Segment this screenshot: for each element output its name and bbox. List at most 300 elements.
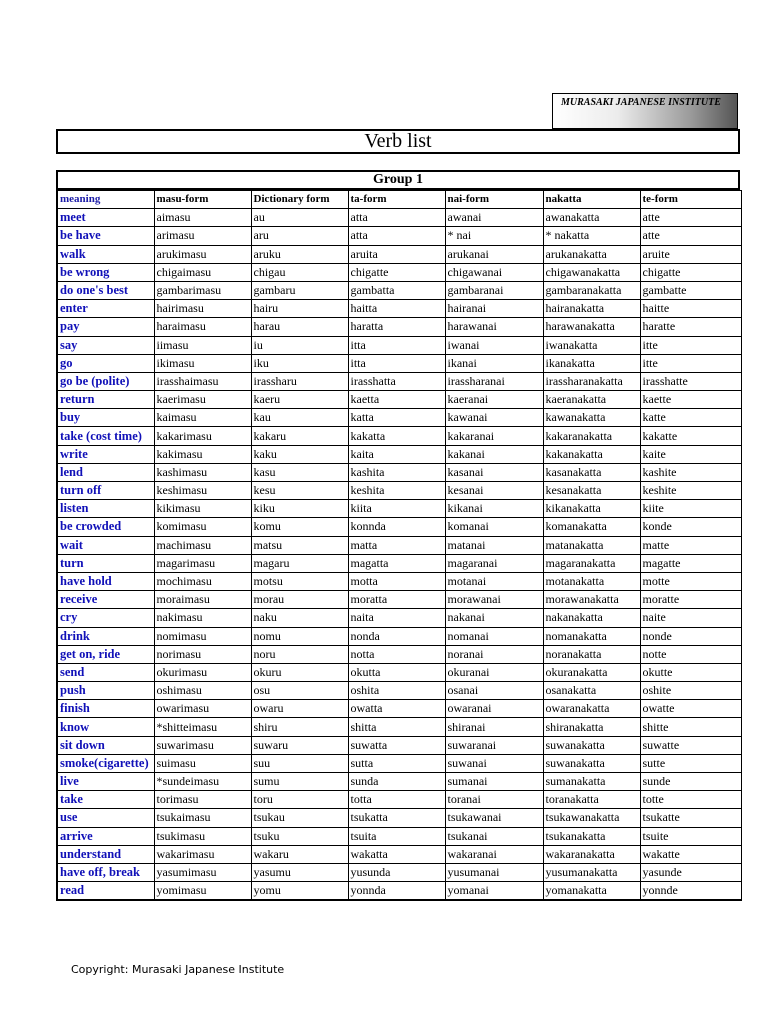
form-cell: motanai	[445, 572, 543, 590]
form-cell: * nakatta	[543, 227, 640, 245]
form-cell: shiranai	[445, 718, 543, 736]
meaning-cell: do one's best	[57, 281, 154, 299]
form-cell: tsukaimasu	[154, 809, 251, 827]
table-row	[57, 518, 741, 536]
column-header: te-form	[640, 191, 741, 209]
meaning-cell: push	[57, 682, 154, 700]
form-cell: gambaru	[251, 281, 348, 299]
form-cell: matte	[640, 536, 741, 554]
form-cell: chigawanai	[445, 263, 543, 281]
form-cell: owarimasu	[154, 700, 251, 718]
column-header: meaning	[57, 191, 154, 209]
form-cell: oshimasu	[154, 682, 251, 700]
form-cell: *shitteimasu	[154, 718, 251, 736]
form-cell: morau	[251, 591, 348, 609]
form-cell: kashita	[348, 463, 445, 481]
form-cell: naita	[348, 609, 445, 627]
form-cell: kaeru	[251, 391, 348, 409]
form-cell: osu	[251, 682, 348, 700]
form-cell: iu	[251, 336, 348, 354]
form-cell: atta	[348, 227, 445, 245]
form-cell: shitte	[640, 718, 741, 736]
form-cell: kaeranai	[445, 391, 543, 409]
form-cell: kakaranakatta	[543, 427, 640, 445]
meaning-cell: go	[57, 354, 154, 372]
table-row	[57, 718, 741, 736]
form-cell: keshimasu	[154, 482, 251, 500]
form-cell: harau	[251, 318, 348, 336]
form-cell: moratte	[640, 591, 741, 609]
table-body	[57, 209, 741, 901]
form-cell: naku	[251, 609, 348, 627]
form-cell: * nai	[445, 227, 543, 245]
meaning-cell: buy	[57, 409, 154, 427]
form-cell: suimasu	[154, 754, 251, 772]
form-cell: aimasu	[154, 209, 251, 227]
form-cell: motta	[348, 572, 445, 590]
form-cell: oshita	[348, 682, 445, 700]
form-cell: aruita	[348, 245, 445, 263]
form-cell: katte	[640, 409, 741, 427]
form-cell: noranakatta	[543, 645, 640, 663]
table-row	[57, 227, 741, 245]
form-cell: katta	[348, 409, 445, 427]
meaning-cell: know	[57, 718, 154, 736]
form-cell: sumu	[251, 773, 348, 791]
form-cell: sunda	[348, 773, 445, 791]
form-cell: moratta	[348, 591, 445, 609]
table-row	[57, 773, 741, 791]
meaning-cell: wait	[57, 536, 154, 554]
form-cell: irassharu	[251, 372, 348, 390]
form-cell: hairimasu	[154, 300, 251, 318]
form-cell: nomimasu	[154, 627, 251, 645]
form-cell: oshite	[640, 682, 741, 700]
meaning-cell: take (cost time)	[57, 427, 154, 445]
table-row	[57, 736, 741, 754]
form-cell: totte	[640, 791, 741, 809]
form-cell: itte	[640, 354, 741, 372]
group-heading: Group 1	[56, 170, 740, 190]
form-cell: suwanai	[445, 754, 543, 772]
meaning-cell: enter	[57, 300, 154, 318]
form-cell: nomanakatta	[543, 627, 640, 645]
form-cell: irassharanai	[445, 372, 543, 390]
form-cell: torimasu	[154, 791, 251, 809]
form-cell: yasunde	[640, 863, 741, 881]
table-row	[57, 409, 741, 427]
form-cell: nonde	[640, 627, 741, 645]
form-cell: irasshatta	[348, 372, 445, 390]
form-cell: toranai	[445, 791, 543, 809]
form-cell: kawanai	[445, 409, 543, 427]
form-cell: motsu	[251, 572, 348, 590]
form-cell: ikimasu	[154, 354, 251, 372]
meaning-cell: walk	[57, 245, 154, 263]
form-cell: kakaru	[251, 427, 348, 445]
form-cell: yusumanakatta	[543, 863, 640, 881]
form-cell: aruite	[640, 245, 741, 263]
form-cell: hairu	[251, 300, 348, 318]
meaning-cell: go be (polite)	[57, 372, 154, 390]
form-cell: kashimasu	[154, 463, 251, 481]
form-cell: owaranakatta	[543, 700, 640, 718]
form-cell: tsukatte	[640, 809, 741, 827]
form-cell: machimasu	[154, 536, 251, 554]
form-cell: hairanakatta	[543, 300, 640, 318]
form-cell: irasshatte	[640, 372, 741, 390]
form-cell: kasu	[251, 463, 348, 481]
form-cell: morawanakatta	[543, 591, 640, 609]
table-row	[57, 645, 741, 663]
meaning-cell: live	[57, 773, 154, 791]
form-cell: chigatte	[640, 263, 741, 281]
form-cell: kau	[251, 409, 348, 427]
form-cell: magatte	[640, 554, 741, 572]
form-cell: suwanakatta	[543, 736, 640, 754]
form-cell: haitte	[640, 300, 741, 318]
form-cell: tsukimasu	[154, 827, 251, 845]
form-cell: osanakatta	[543, 682, 640, 700]
meaning-cell: be wrong	[57, 263, 154, 281]
form-cell: gambaranakatta	[543, 281, 640, 299]
form-cell: magaranai	[445, 554, 543, 572]
form-cell: haitta	[348, 300, 445, 318]
form-cell: itta	[348, 336, 445, 354]
form-cell: au	[251, 209, 348, 227]
form-cell: yusunda	[348, 863, 445, 881]
form-cell: kiita	[348, 500, 445, 518]
column-header: masu-form	[154, 191, 251, 209]
table-row	[57, 354, 741, 372]
table-row	[57, 263, 741, 281]
table-row	[57, 754, 741, 772]
form-cell: notta	[348, 645, 445, 663]
form-cell: morawanai	[445, 591, 543, 609]
table-header-row	[57, 191, 741, 209]
form-cell: moraimasu	[154, 591, 251, 609]
form-cell: nomu	[251, 627, 348, 645]
table-row	[57, 209, 741, 227]
form-cell: tsuku	[251, 827, 348, 845]
table-row	[57, 663, 741, 681]
form-cell: harawanakatta	[543, 318, 640, 336]
form-cell: iku	[251, 354, 348, 372]
column-header: Dictionary form	[251, 191, 348, 209]
form-cell: kaeranakatta	[543, 391, 640, 409]
form-cell: yomanai	[445, 882, 543, 901]
table-row	[57, 482, 741, 500]
form-cell: yonnda	[348, 882, 445, 901]
form-cell: kaimasu	[154, 409, 251, 427]
table-row	[57, 372, 741, 390]
meaning-cell: receive	[57, 591, 154, 609]
form-cell: suu	[251, 754, 348, 772]
form-cell: haratta	[348, 318, 445, 336]
meaning-cell: listen	[57, 500, 154, 518]
form-cell: yomimasu	[154, 882, 251, 901]
form-cell: kashite	[640, 463, 741, 481]
form-cell: gambatta	[348, 281, 445, 299]
form-cell: totta	[348, 791, 445, 809]
table-row	[57, 609, 741, 627]
form-cell: ikanakatta	[543, 354, 640, 372]
form-cell: ikanai	[445, 354, 543, 372]
form-cell: aruku	[251, 245, 348, 263]
form-cell: tsuita	[348, 827, 445, 845]
form-cell: magaru	[251, 554, 348, 572]
form-cell: konnda	[348, 518, 445, 536]
form-cell: yasumimasu	[154, 863, 251, 881]
table-row	[57, 700, 741, 718]
form-cell: kaita	[348, 445, 445, 463]
form-cell: yomanakatta	[543, 882, 640, 901]
meaning-cell: get on, ride	[57, 645, 154, 663]
form-cell: wakaranai	[445, 845, 543, 863]
meaning-cell: turn	[57, 554, 154, 572]
form-cell: iwanakatta	[543, 336, 640, 354]
meaning-cell: read	[57, 882, 154, 901]
meaning-cell: use	[57, 809, 154, 827]
form-cell: komanai	[445, 518, 543, 536]
form-cell: chigawanakatta	[543, 263, 640, 281]
form-cell: shitta	[348, 718, 445, 736]
form-cell: wakatta	[348, 845, 445, 863]
form-cell: gambaranai	[445, 281, 543, 299]
table-row	[57, 863, 741, 881]
form-cell: kesu	[251, 482, 348, 500]
table-row	[57, 500, 741, 518]
institute-label: MURASAKI JAPANESE INSTITUTE	[552, 93, 738, 129]
form-cell: kakanai	[445, 445, 543, 463]
form-cell: sumanakatta	[543, 773, 640, 791]
meaning-cell: take	[57, 791, 154, 809]
form-cell: irasshaimasu	[154, 372, 251, 390]
table-row	[57, 882, 741, 901]
form-cell: aru	[251, 227, 348, 245]
form-cell: tsukau	[251, 809, 348, 827]
form-cell: nomanai	[445, 627, 543, 645]
form-cell: okurimasu	[154, 663, 251, 681]
form-cell: kiku	[251, 500, 348, 518]
form-cell: wakaru	[251, 845, 348, 863]
table-row	[57, 572, 741, 590]
table-row	[57, 627, 741, 645]
table-row	[57, 591, 741, 609]
form-cell: itta	[348, 354, 445, 372]
meaning-cell: write	[57, 445, 154, 463]
form-cell: magarimasu	[154, 554, 251, 572]
form-cell: *sundeimasu	[154, 773, 251, 791]
form-cell: magaranakatta	[543, 554, 640, 572]
form-cell: arukanakatta	[543, 245, 640, 263]
form-cell: sunde	[640, 773, 741, 791]
form-cell: kakimasu	[154, 445, 251, 463]
form-cell: hairanai	[445, 300, 543, 318]
form-cell: motanakatta	[543, 572, 640, 590]
form-cell: yusumanai	[445, 863, 543, 881]
form-cell: matta	[348, 536, 445, 554]
form-cell: arukanai	[445, 245, 543, 263]
form-cell: tsukanakatta	[543, 827, 640, 845]
column-header: ta-form	[348, 191, 445, 209]
form-cell: wakatte	[640, 845, 741, 863]
form-cell: tsukanai	[445, 827, 543, 845]
form-cell: gambatte	[640, 281, 741, 299]
form-cell: okuranai	[445, 663, 543, 681]
form-cell: kawanakatta	[543, 409, 640, 427]
form-cell: shiranakatta	[543, 718, 640, 736]
form-cell: yonnde	[640, 882, 741, 901]
form-cell: yomu	[251, 882, 348, 901]
meaning-cell: have hold	[57, 572, 154, 590]
form-cell: sutte	[640, 754, 741, 772]
meaning-cell: be crowded	[57, 518, 154, 536]
table-row	[57, 281, 741, 299]
form-cell: matanai	[445, 536, 543, 554]
meaning-cell: return	[57, 391, 154, 409]
form-cell: tsuite	[640, 827, 741, 845]
form-cell: kikanai	[445, 500, 543, 518]
table-row	[57, 245, 741, 263]
form-cell: tsukawanai	[445, 809, 543, 827]
form-cell: matsu	[251, 536, 348, 554]
form-cell: haratte	[640, 318, 741, 336]
form-cell: chigau	[251, 263, 348, 281]
form-cell: kikimasu	[154, 500, 251, 518]
meaning-cell: lend	[57, 463, 154, 481]
table-row	[57, 791, 741, 809]
form-cell: suwatte	[640, 736, 741, 754]
form-cell: owaru	[251, 700, 348, 718]
table-row	[57, 463, 741, 481]
form-cell: magatta	[348, 554, 445, 572]
table-row	[57, 827, 741, 845]
form-cell: kakarimasu	[154, 427, 251, 445]
column-header: nai-form	[445, 191, 543, 209]
form-cell: suwatta	[348, 736, 445, 754]
form-cell: komimasu	[154, 518, 251, 536]
form-cell: toru	[251, 791, 348, 809]
meaning-cell: pay	[57, 318, 154, 336]
form-cell: haraimasu	[154, 318, 251, 336]
form-cell: kakanakatta	[543, 445, 640, 463]
form-cell: wakarimasu	[154, 845, 251, 863]
form-cell: kakatte	[640, 427, 741, 445]
meaning-cell: send	[57, 663, 154, 681]
form-cell: irassharanakatta	[543, 372, 640, 390]
column-header: nakatta	[543, 191, 640, 209]
form-cell: okutte	[640, 663, 741, 681]
form-cell: iimasu	[154, 336, 251, 354]
form-cell: notte	[640, 645, 741, 663]
form-cell: atte	[640, 227, 741, 245]
table-row	[57, 809, 741, 827]
meaning-cell: have off, break	[57, 863, 154, 881]
form-cell: harawanai	[445, 318, 543, 336]
form-cell: tsukawanakatta	[543, 809, 640, 827]
form-cell: nakanai	[445, 609, 543, 627]
form-cell: keshite	[640, 482, 741, 500]
form-cell: kesanakatta	[543, 482, 640, 500]
form-cell: okutta	[348, 663, 445, 681]
form-cell: owatta	[348, 700, 445, 718]
form-cell: kasanai	[445, 463, 543, 481]
form-cell: kakaranai	[445, 427, 543, 445]
form-cell: suwaru	[251, 736, 348, 754]
form-cell: tsukatta	[348, 809, 445, 827]
meaning-cell: finish	[57, 700, 154, 718]
form-cell: chigatte	[348, 263, 445, 281]
form-cell: atta	[348, 209, 445, 227]
meaning-cell: turn off	[57, 482, 154, 500]
form-cell: komanakatta	[543, 518, 640, 536]
page-title: Verb list	[56, 129, 740, 154]
form-cell: owatte	[640, 700, 741, 718]
form-cell: suwaranai	[445, 736, 543, 754]
form-cell: wakaranakatta	[543, 845, 640, 863]
form-cell: norimasu	[154, 645, 251, 663]
copyright-text: Copyright: Murasaki Japanese Institute	[71, 963, 285, 976]
form-cell: nakimasu	[154, 609, 251, 627]
form-cell: kaerimasu	[154, 391, 251, 409]
form-cell: chigaimasu	[154, 263, 251, 281]
form-cell: kasanakatta	[543, 463, 640, 481]
meaning-cell: say	[57, 336, 154, 354]
form-cell: owaranai	[445, 700, 543, 718]
form-cell: sumanai	[445, 773, 543, 791]
table-row	[57, 300, 741, 318]
meaning-cell: be have	[57, 227, 154, 245]
form-cell: naite	[640, 609, 741, 627]
form-cell: kesanai	[445, 482, 543, 500]
form-cell: iwanai	[445, 336, 543, 354]
table-row	[57, 427, 741, 445]
meaning-cell: understand	[57, 845, 154, 863]
form-cell: motte	[640, 572, 741, 590]
table-row	[57, 554, 741, 572]
form-cell: kaetta	[348, 391, 445, 409]
form-cell: okuranakatta	[543, 663, 640, 681]
form-cell: kaite	[640, 445, 741, 463]
form-cell: kakatta	[348, 427, 445, 445]
meaning-cell: smoke(cigarette)	[57, 754, 154, 772]
form-cell: konde	[640, 518, 741, 536]
form-cell: sutta	[348, 754, 445, 772]
form-cell: atte	[640, 209, 741, 227]
form-cell: kaette	[640, 391, 741, 409]
form-cell: matanakatta	[543, 536, 640, 554]
form-cell: nakanakatta	[543, 609, 640, 627]
table-row	[57, 682, 741, 700]
form-cell: kikanakatta	[543, 500, 640, 518]
table-row	[57, 536, 741, 554]
form-cell: awanakatta	[543, 209, 640, 227]
form-cell: arukimasu	[154, 245, 251, 263]
form-cell: arimasu	[154, 227, 251, 245]
form-cell: yasumu	[251, 863, 348, 881]
verb-table	[56, 190, 742, 901]
form-cell: komu	[251, 518, 348, 536]
form-cell: itte	[640, 336, 741, 354]
form-cell: kiite	[640, 500, 741, 518]
table-row	[57, 845, 741, 863]
form-cell: awanai	[445, 209, 543, 227]
form-cell: keshita	[348, 482, 445, 500]
form-cell: suwarimasu	[154, 736, 251, 754]
form-cell: shiru	[251, 718, 348, 736]
table-row	[57, 318, 741, 336]
